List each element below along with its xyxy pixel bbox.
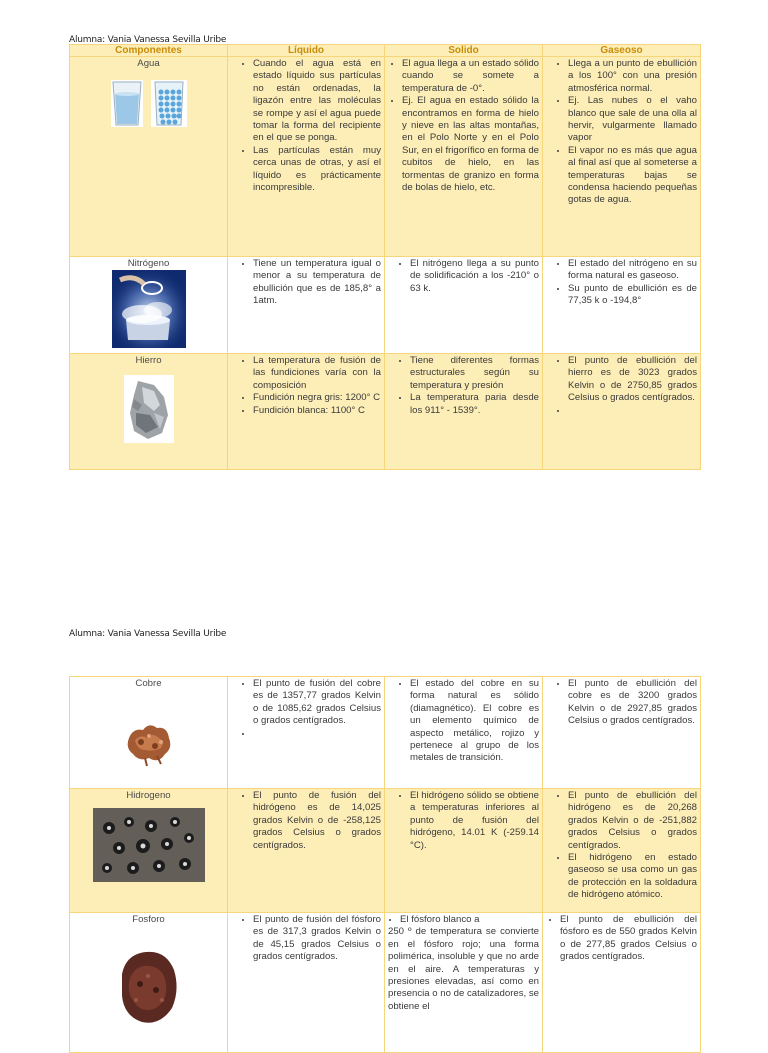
table-row-agua: [70, 57, 701, 257]
header-solido: Solido: [385, 45, 543, 57]
list-item: • Fundición blanca: 1100° C: [253, 405, 381, 417]
component-cell: [70, 789, 228, 913]
author-label: Alumna: Vania Vanessa Sevilla Uribe: [69, 35, 227, 45]
list-item: • El punto de fusión del hidrógeno es de 14,025 grados Kelvin o de -258,125 grados Celsius o grados centígrados.: [253, 790, 381, 852]
list-item: • El nitrógeno llega a su punto de solidificación a los -210° o 63 k.: [410, 258, 539, 295]
gas-cell: [543, 354, 701, 470]
solid-cell: [385, 789, 543, 913]
list-item: • Su punto de ebullición es de 77,35 k o -194,8°: [568, 283, 697, 308]
gas-cell: [543, 677, 701, 789]
list-item: • Fundición negra gris: 1200° C: [253, 392, 381, 404]
table-row-hidrogeno: [70, 789, 701, 913]
solid-cell: [385, 677, 543, 789]
gas-cell: [543, 789, 701, 913]
header-liquido: Líquido: [228, 45, 385, 57]
list-item: • Tiene un temperatura igual o menor a su temperatura de ebullición que es de 185,8° a 1atm.: [253, 258, 381, 308]
list-item: • El punto de ebullición del fósforo es de 550 grados Kelvin o de 277,85 grados Celsius o grados centígrados.: [560, 914, 697, 964]
list-item: • El fósforo blanco a: [400, 914, 539, 926]
table-row-hierro: [70, 354, 701, 470]
list-item: [253, 728, 381, 740]
water-glasses-image: [109, 78, 189, 130]
list-item: • El vapor no es más que agua al final así que al someterse a temperaturas bajas se condensa haciendo pequeñas gotas de agua.: [568, 145, 697, 207]
component-cell: [70, 677, 228, 789]
list-item: • Ej. El agua en estado sólido la encontramos en forma de hielo y nieve en las altas montañas, en el Polo Norte y en el Polo Sur, en el frigorífico en forma de cubitos de hielo, en las tormentas de granizo en forma de bolas de hielo, etc.: [402, 95, 539, 194]
list-item: • El punto de ebullición del hierro es de 3023 grados Kelvin o de 2750,85 grados Celsius o grados centígrados.: [568, 355, 697, 405]
solid-cell: [385, 913, 543, 1053]
states-table-page2: [69, 676, 701, 1053]
component-cell: [70, 913, 228, 1053]
list-item: • Tiene diferentes formas estructurales según su temperatura y presión: [410, 355, 539, 392]
solid-paragraph: 250 º de temperatura se convierte en el fósforo rojo; una forma polimérica, insoluble y que no arde en el aire. A temperaturas y presiones elevadas, así como en presencia o no de catalizadores, se obtiene el: [388, 926, 539, 1012]
list-item: • La temperatura paria desde los 911° - 1539°.: [410, 392, 539, 417]
list-item: • Las partículas están muy cerca unas de otras, y así el líquido es prácticamente incompresible.: [253, 145, 381, 195]
list-item: • La temperatura de fusión de las fundiciones varía con la composición: [253, 355, 381, 392]
component-cell: [70, 354, 228, 470]
list-item: • El estado del cobre en su forma natural es sólido (diamagnético). El cobre es un elemento químico de aspecto metálico, rojizo y pertenece al grupo de los metales de transición.: [410, 678, 539, 765]
gas-cell: [543, 57, 701, 257]
iron-image: [124, 375, 174, 443]
component-cell: [70, 257, 228, 354]
liquid-cell: [228, 257, 385, 354]
solid-cell: [385, 354, 543, 470]
component-name: Cobre: [135, 678, 162, 689]
solid-cell: [385, 57, 543, 257]
list-item: • El hidrógeno en estado gaseoso se usa como un gas de protección en la soldadura de hidrógeno atómico.: [568, 852, 697, 902]
component-name: Hidrogeno: [126, 790, 171, 801]
liquid-cell: [228, 677, 385, 789]
liquid-cell: [228, 57, 385, 257]
table-header-row: [70, 45, 701, 57]
hydrogen-image: [93, 808, 205, 882]
component-name: Fosforo: [132, 914, 165, 925]
component-cell: [70, 57, 228, 257]
list-item: • El punto de fusión del cobre es de 1357,77 grados Kelvin o de 1085,62 grados Celsius o grados centígrados.: [253, 678, 381, 728]
list-item: • Cuando el agua está en estado líquido sus partículas no están ordenadas, la ligazón entre las moléculas se rompe y así el agua puede tomar la forma del recipiente en el que se ponga.: [253, 58, 381, 145]
list-item: • Ej. Las nubes o el vaho blanco que sale de una olla al hervir, vulgarmente llamado vapor: [568, 95, 697, 145]
component-name: Nitrógeno: [127, 258, 170, 269]
header-componentes: Componentes: [70, 45, 228, 57]
list-item: [568, 405, 697, 417]
list-item: • El agua llega a un estado sólido cuando se somete a temperatura de -0°.: [402, 58, 539, 95]
states-table-page1: [69, 44, 701, 470]
component-name: Hierro: [135, 355, 162, 366]
solid-cell: [385, 257, 543, 354]
list-item: • El estado del nitrógeno en su forma natural es gaseoso.: [568, 258, 697, 283]
table-row-fosforo: [70, 913, 701, 1053]
liquid-cell: [228, 789, 385, 913]
author-label: Alumna: Vania Vanessa Sevilla Uribe: [69, 629, 227, 639]
list-item: • El punto de ebullición del cobre es de 3200 grados Kelvin o de 2927,85 grados Celsius o grados centígrados.: [568, 678, 697, 728]
liquid-cell: [228, 913, 385, 1053]
list-item: • El punto de ebullición del hidrógeno es de 20,268 grados Kelvin o de -251,882 grados Celsius o grados centígrados.: [568, 790, 697, 852]
liquid-cell: [228, 354, 385, 470]
list-item: • El hidrógeno sólido se obtiene a temperaturas inferiores al punto de fusión del hidrógeno, 14.01 K (-259.14 °C).: [410, 790, 539, 852]
table-row-cobre: [70, 677, 701, 789]
gas-cell: [543, 913, 701, 1053]
gas-cell: [543, 257, 701, 354]
table-row-nitrogeno: [70, 257, 701, 354]
list-item: • El punto de fusión del fósforo es de 317,3 grados Kelvin o de 45,15 grados Celsius o grados centígrados.: [253, 914, 381, 964]
copper-image: [121, 712, 177, 768]
list-item: • Llega a un punto de ebullición a los 100° con una presión atmosférica normal.: [568, 58, 697, 95]
liquid-nitrogen-image: [112, 270, 186, 348]
phosphorus-image: [116, 934, 182, 1028]
header-gaseoso: Gaseoso: [543, 45, 701, 57]
component-name: Agua: [137, 58, 160, 69]
